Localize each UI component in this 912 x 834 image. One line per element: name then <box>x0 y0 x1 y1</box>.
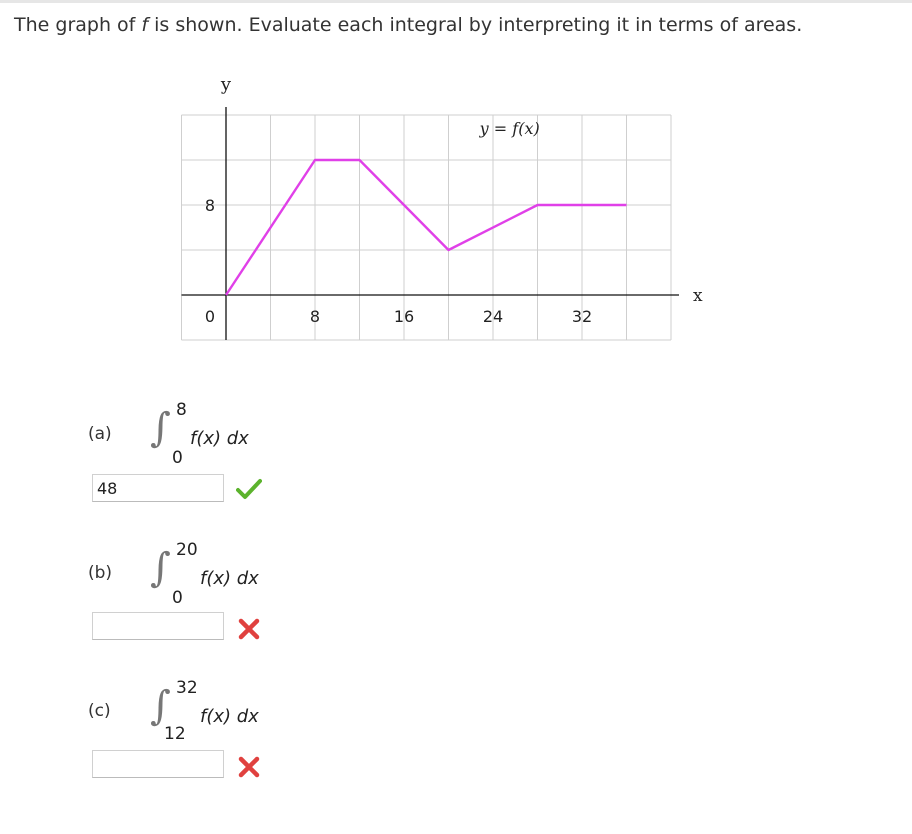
question-a-upper-limit: 8 <box>176 400 187 420</box>
question-b-answer-input[interactable] <box>92 612 224 640</box>
top-divider <box>0 0 912 3</box>
curve-label: y = f(x) <box>479 119 540 139</box>
question-c-answer-input[interactable] <box>92 750 224 778</box>
question-c-upper-limit: 32 <box>176 678 198 698</box>
question-b-lower-limit: 0 <box>172 588 183 608</box>
function-curve <box>226 160 627 295</box>
question-c-lower-limit: 12 <box>164 724 186 744</box>
question-a-answer-input[interactable] <box>92 474 224 502</box>
question-a-lower-limit: 0 <box>172 448 183 468</box>
x-mark-icon <box>238 756 260 778</box>
prompt-text-after: is shown. Evaluate each integral by interpreting it in terms of areas. <box>148 14 803 36</box>
x-tick-label: 24 <box>482 307 504 326</box>
question-a-integrand: f(x) dx <box>190 428 249 449</box>
x-axis-label: x <box>693 286 703 306</box>
x-mark-icon <box>238 618 260 640</box>
function-graph <box>150 60 710 360</box>
question-a-label: (a) <box>88 424 112 444</box>
x-tick-label: 8 <box>309 307 321 326</box>
check-icon <box>236 478 262 500</box>
x-tick-label: 0 <box>204 307 216 326</box>
integral-sign: ∫ <box>150 405 171 451</box>
question-c-integrand: f(x) dx <box>200 706 259 727</box>
y-tick-label: 8 <box>204 196 216 215</box>
question-b-upper-limit: 20 <box>176 540 198 560</box>
integral-sign: ∫ <box>150 683 171 729</box>
prompt-text-before: The graph of <box>14 14 142 36</box>
question-b-label: (b) <box>88 563 113 583</box>
x-tick-label: 16 <box>393 307 415 326</box>
integral-sign: ∫ <box>150 545 171 591</box>
prompt-function-name: f <box>141 14 149 36</box>
problem-prompt <box>14 14 802 36</box>
x-tick-label: 32 <box>571 307 593 326</box>
question-c-label: (c) <box>88 701 111 721</box>
question-b-integrand: f(x) dx <box>200 568 259 589</box>
y-axis-label: y <box>220 74 232 95</box>
